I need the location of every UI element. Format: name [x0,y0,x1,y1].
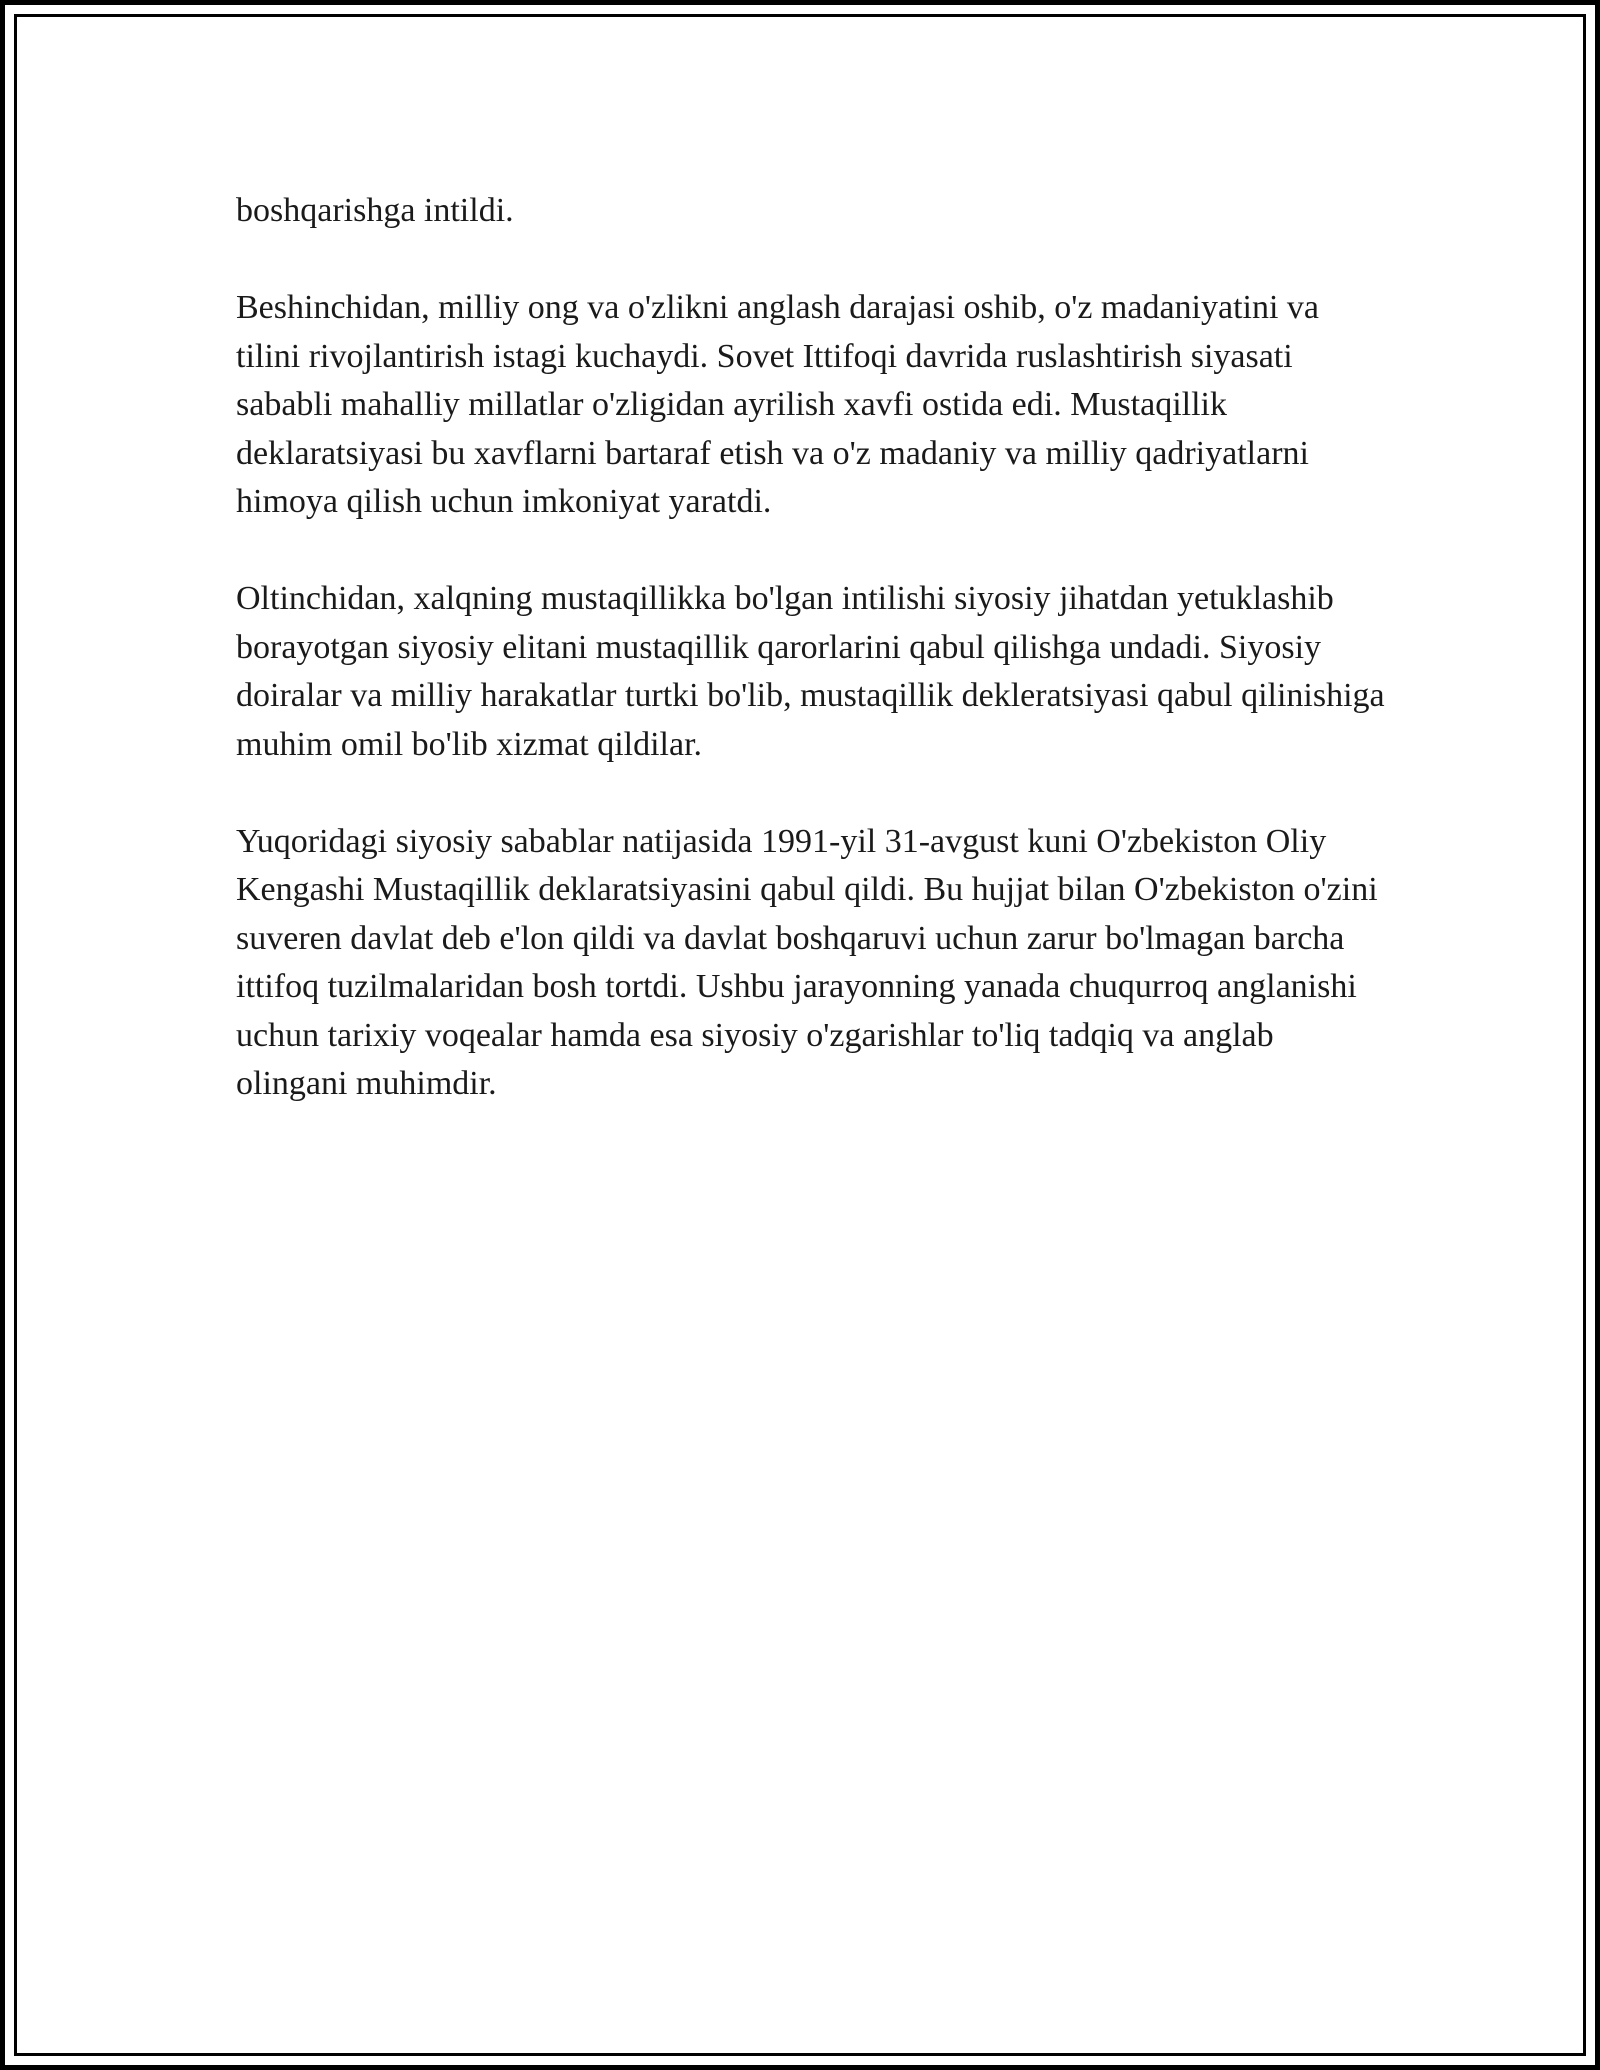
paragraph-fifth-reason: Beshinchidan, milliy ong va o'zlikni anglash darajasi oshib, o'z madaniyatini va tilini rivojlantirish istagi kuchaydi. Sovet Ittifoqi davrida ruslashtirish siyasati sababli mahalliy millatlar o'zligidan ayrilish xavfi ostida edi. Mustaqillik deklaratsiyasi bu xavflarni bartaraf etish va o'z madaniy va milliy qadriyatlarni himoya qilish uchun imkoniyat yaratdi. [236,289,1320,520]
document-body [236,187,1386,1157]
paragraph-sixth-reason: Oltinchidan, xalqning mustaqillikka bo'lgan intilishi siyosiy jihatdan yetuklashib borayotgan siyosiy elitani mustaqillik qarorlarini qabul qilishga undadi. Siyosiy doiralar va milliy harakatlar turtki bo'lib, mustaqillik dekleratsiyasi qabul qilinishiga muhim omil bo'lib xizmat qildilar. [236,580,1385,763]
paragraph-conclusion: Yuqoridagi siyosiy sabablar natijasida 1991-yil 31-avgust kuni O'zbekiston Oliy Kengashi Mustaqillik deklaratsiyasini qabul qildi. Bu hujjat bilan O'zbekiston o'zini suveren davlat deb e'lon qildi va davlat boshqaruvi uchun zarur bo'lmagan barcha ittifoq tuzilmalaridan bosh tortdi. Ushbu jarayonning yanada chuqurroq anglanishi uchun tarixiy voqealar hamda esa siyosiy o'zgarishlar to'liq tadqiq va anglab olingani muhimdir. [236,822,1378,1102]
paragraph-continuation: boshqarishga intildi. [236,192,514,229]
